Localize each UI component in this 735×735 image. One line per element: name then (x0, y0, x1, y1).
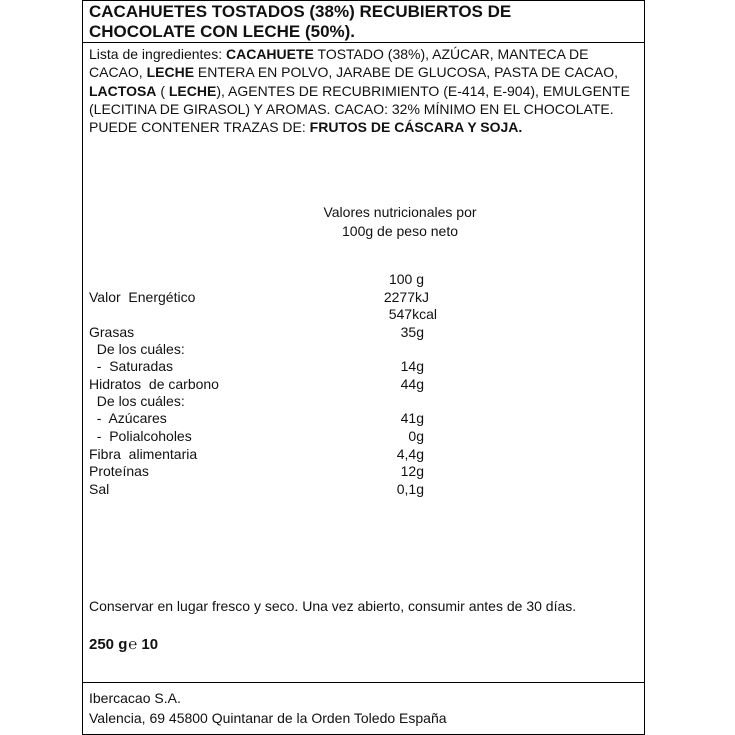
company-name: Ibercacao S.A. (89, 690, 181, 706)
nutrient-label: De los cuáles: (89, 393, 185, 409)
nutrient-label: Proteínas (89, 463, 149, 479)
weight-amount: 250 g (89, 636, 128, 653)
nutrient-value: 35g (400, 324, 424, 340)
per-100g-label: 100 g (388, 271, 424, 287)
nutrient-value: 0g (408, 428, 424, 444)
estimated-sign-icon: ℮ (128, 636, 138, 653)
nutrient-label: Grasas (89, 324, 135, 340)
allergen-traces: FRUTOS DE CÁSCARA Y SOJA. (309, 119, 523, 136)
ingredients-list (89, 45, 641, 136)
title-divider (82, 42, 645, 43)
ingredients-text-1: TOSTADO (38%), AZÚCAR, MANTECA DE CACAO, (89, 46, 589, 81)
nutrient-value: 12g (400, 463, 424, 479)
nutrient-value: 0,1g (396, 481, 424, 497)
nutrition-header (300, 203, 500, 240)
energy-label: Valor Energético (89, 289, 196, 305)
ingredients-label: Lista de ingredientes: (89, 46, 223, 62)
top-rule (82, 0, 645, 1)
energy-kcal-value: 547kcal (388, 306, 437, 322)
nutrition-header-line-2: 100g de peso neto (342, 222, 458, 239)
allergen-lactose: LACTOSA (89, 82, 157, 99)
product-title (89, 2, 639, 42)
allergen-peanut: CACAHUETE (225, 46, 314, 62)
title-line-1: CACAHUETES TOSTADOS (38%) RECUBIERTOS DE (89, 2, 512, 21)
nutrient-value: 41g (400, 410, 424, 426)
ingredients-paren: ( (160, 82, 165, 99)
allergen-milk: LECHE (146, 64, 195, 81)
title-line-2: CHOCOLATE CON LECHE (50%). (89, 22, 356, 41)
nutrient-value: 4,4g (396, 446, 424, 462)
allergen-milk-2: LECHE (168, 82, 217, 99)
footer-divider (82, 682, 645, 683)
ingredients-text-2: ENTERA EN POLVO, JARABE DE GLUCOSA, PASTA DE CACAO, (197, 64, 619, 81)
nutrient-label: - Polialcoholes (89, 428, 192, 444)
nutrient-label: Sal (89, 481, 110, 497)
net-weight (89, 636, 158, 654)
company-address: Valencia, 69 45800 Quintanar de la Orden Toledo España (89, 710, 447, 726)
nutrient-value: 44g (400, 376, 424, 392)
energy-kj-value: 2277kJ (383, 289, 429, 305)
storage-instructions: Conservar en lugar fresco y seco. Una vez abierto, consumir antes de 30 días. (89, 598, 577, 614)
ingredients-text-3: ), AGENTES DE RECUBRIMIENTO (E-414, E-904), EMULGENTE (LECITINA DE GIRASOL) Y AROMAS. CACAO: 32% MÍNIMO EN EL CHOCOLATE. PUEDE CONTENER TRAZAS DE: (89, 82, 630, 136)
nutrient-label: Hidratos de carbono (89, 376, 219, 392)
nutrient-value: 14g (400, 358, 424, 374)
nutrient-label: De los cuáles: (89, 341, 185, 357)
nutrition-header-line-1: Valores nutricionales por (323, 204, 477, 220)
nutrient-label: - Saturadas (89, 358, 174, 374)
nutrient-label: Fibra alimentaria (89, 446, 198, 462)
nutrient-label: - Azúcares (89, 410, 167, 426)
unit-count: 10 (141, 636, 159, 653)
